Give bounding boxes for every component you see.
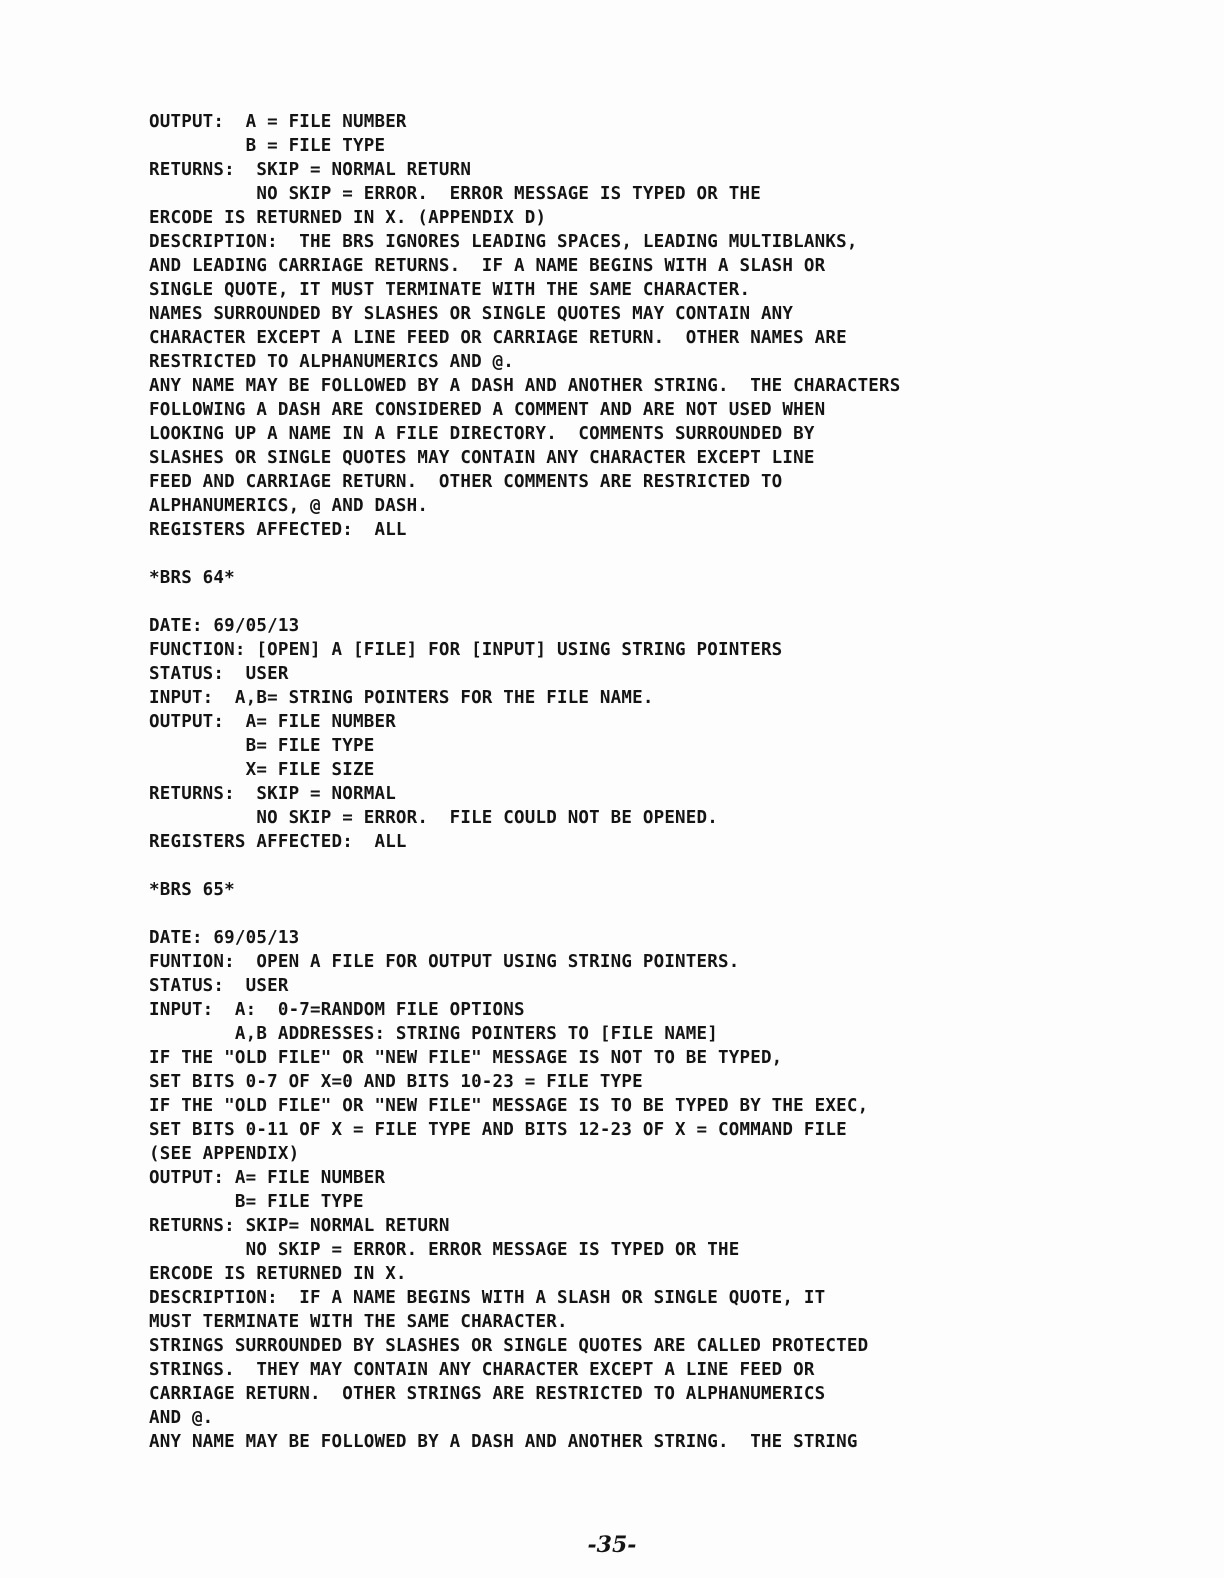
text-line: AND @. xyxy=(149,1408,214,1428)
text-line: X= FILE SIZE xyxy=(149,760,375,780)
text-line: STRINGS SURROUNDED BY SLASHES OR SINGLE QUOTES ARE CALLED PROTECTED xyxy=(149,1336,869,1356)
text-line: IF THE "OLD FILE" OR "NEW FILE" MESSAGE IS TO BE TYPED BY THE EXEC, xyxy=(149,1096,869,1116)
text-line: DATE: 69/05/13 xyxy=(149,616,300,636)
text-line: SET BITS 0-7 OF X=0 AND BITS 10-23 = FILE TYPE xyxy=(149,1072,643,1092)
text-line: INPUT: A,B= STRING POINTERS FOR THE FILE NAME. xyxy=(149,688,654,708)
text-line: ALPHANUMERICS, @ AND DASH. xyxy=(149,496,429,516)
text-line: OUTPUT: A= FILE NUMBER xyxy=(149,712,396,732)
text-line: OUTPUT: A = FILE NUMBER xyxy=(149,112,407,132)
text-line: DATE: 69/05/13 xyxy=(149,928,300,948)
text-line: ERCODE IS RETURNED IN X. (APPENDIX D) xyxy=(149,208,547,228)
text-line: LOOKING UP A NAME IN A FILE DIRECTORY. COMMENTS SURROUNDED BY xyxy=(149,424,815,444)
text-line: RESTRICTED TO ALPHANUMERICS AND @. xyxy=(149,352,515,372)
text-line: NO SKIP = ERROR. ERROR MESSAGE IS TYPED OR THE xyxy=(149,1240,740,1260)
text-line: RETURNS: SKIP = NORMAL xyxy=(149,784,396,804)
text-line: STRINGS. THEY MAY CONTAIN ANY CHARACTER EXCEPT A LINE FEED OR xyxy=(149,1360,815,1380)
text-line: RETURNS: SKIP= NORMAL RETURN xyxy=(149,1216,450,1236)
text-line xyxy=(149,854,1209,878)
text-line: AND LEADING CARRIAGE RETURNS. IF A NAME BEGINS WITH A SLASH OR xyxy=(149,256,826,276)
text-line: REGISTERS AFFECTED: ALL xyxy=(149,832,407,852)
text-line: FOLLOWING A DASH ARE CONSIDERED A COMMENT AND ARE NOT USED WHEN xyxy=(149,400,826,420)
text-line: NO SKIP = ERROR. FILE COULD NOT BE OPENED. xyxy=(149,808,719,828)
text-line: ANY NAME MAY BE FOLLOWED BY A DASH AND ANOTHER STRING. THE CHARACTERS xyxy=(149,376,901,396)
text-line: RETURNS: SKIP = NORMAL RETURN xyxy=(149,160,472,180)
text-line: DESCRIPTION: IF A NAME BEGINS WITH A SLASH OR SINGLE QUOTE, IT xyxy=(149,1288,826,1308)
text-line: INPUT: A: 0-7=RANDOM FILE OPTIONS xyxy=(149,1000,525,1020)
text-line: REGISTERS AFFECTED: ALL xyxy=(149,520,407,540)
text-line: B = FILE TYPE xyxy=(149,136,386,156)
text-line: OUTPUT: A= FILE NUMBER xyxy=(149,1168,386,1188)
text-line: ANY NAME MAY BE FOLLOWED BY A DASH AND ANOTHER STRING. THE STRING xyxy=(149,1432,858,1452)
text-line: CHARACTER EXCEPT A LINE FEED OR CARRIAGE RETURN. OTHER NAMES ARE xyxy=(149,328,847,348)
text-line: IF THE "OLD FILE" OR "NEW FILE" MESSAGE IS NOT TO BE TYPED, xyxy=(149,1048,783,1068)
page-number: -35- xyxy=(587,1532,637,1558)
text-line: NAMES SURROUNDED BY SLASHES OR SINGLE QUOTES MAY CONTAIN ANY xyxy=(149,304,794,324)
text-line: B= FILE TYPE xyxy=(149,736,375,756)
text-line: FUNCTION: [OPEN] A [FILE] FOR [INPUT] USING STRING POINTERS xyxy=(149,640,783,660)
text-line: B= FILE TYPE xyxy=(149,1192,364,1212)
text-line: STATUS: USER xyxy=(149,664,289,684)
text-line: SINGLE QUOTE, IT MUST TERMINATE WITH THE SAME CHARACTER. xyxy=(149,280,751,300)
text-line xyxy=(149,590,1209,614)
text-line: FEED AND CARRIAGE RETURN. OTHER COMMENTS ARE RESTRICTED TO xyxy=(149,472,783,492)
text-line: *BRS 65* xyxy=(149,880,235,900)
text-line: ERCODE IS RETURNED IN X. xyxy=(149,1264,407,1284)
text-line xyxy=(149,902,1209,926)
text-line: NO SKIP = ERROR. ERROR MESSAGE IS TYPED OR THE xyxy=(149,184,761,204)
text-line xyxy=(149,542,1209,566)
text-line: (SEE APPENDIX) xyxy=(149,1144,300,1164)
text-line: DESCRIPTION: THE BRS IGNORES LEADING SPACES, LEADING MULTIBLANKS, xyxy=(149,232,858,252)
text-line: FUNTION: OPEN A FILE FOR OUTPUT USING STRING POINTERS. xyxy=(149,952,740,972)
text-line: *BRS 64* xyxy=(149,568,235,588)
text-line: MUST TERMINATE WITH THE SAME CHARACTER. xyxy=(149,1312,568,1332)
text-line: CARRIAGE RETURN. OTHER STRINGS ARE RESTRICTED TO ALPHANUMERICS xyxy=(149,1384,826,1404)
text-line: SLASHES OR SINGLE QUOTES MAY CONTAIN ANY CHARACTER EXCEPT LINE xyxy=(149,448,815,468)
typewritten-text-block xyxy=(149,110,1209,1454)
text-line: STATUS: USER xyxy=(149,976,289,996)
text-line: SET BITS 0-11 OF X = FILE TYPE AND BITS 12-23 OF X = COMMAND FILE xyxy=(149,1120,847,1140)
text-line: A,B ADDRESSES: STRING POINTERS TO [FILE NAME] xyxy=(149,1024,719,1044)
